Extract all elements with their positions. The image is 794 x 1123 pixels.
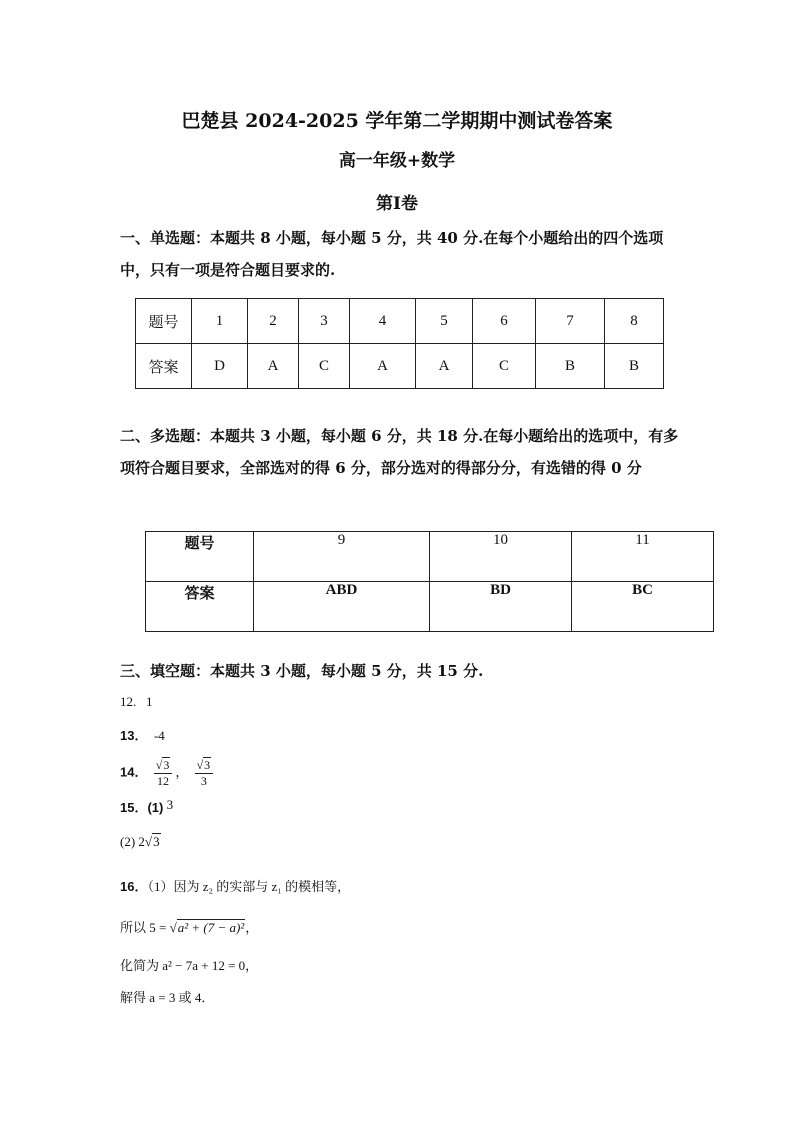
- page-title: 巴楚县 2024-2025 学年第二学期期中测试卷答案: [181, 110, 613, 132]
- table-header-cell: 题号: [136, 299, 192, 344]
- part3-instruction: 三、填空题：本题共 3 小题，每小题 5 分，共 15 分.: [120, 662, 484, 680]
- separator: ，: [175, 764, 189, 780]
- fraction: [195, 758, 214, 789]
- solution-text: （1）因为 z₂ 的实部与 z₁ 的模相等，: [147, 879, 351, 894]
- table-header-cell: 题号: [146, 532, 254, 582]
- single-choice-answer-table: [135, 298, 664, 389]
- table-cell: 7: [536, 299, 605, 344]
- table-cell: 6: [473, 299, 536, 344]
- table-cell: B: [536, 344, 605, 389]
- table-cell: BD: [430, 582, 572, 632]
- answer-12: [120, 694, 153, 710]
- question-number: 13．: [120, 728, 148, 743]
- answer-13: [120, 725, 165, 744]
- solution-16-line4: 解得 a = 3 或 4．: [120, 990, 215, 1005]
- question-number: 12.: [120, 694, 137, 709]
- table-cell: A: [350, 344, 416, 389]
- sqrt-icon: √3: [155, 758, 170, 772]
- answer-15-part2: [120, 834, 161, 850]
- part1-instruction: 一、单选题：本题共 8 小题，每小题 5 分，共 40 分.在每个小题给出的四个选项中，只有一项是符合题目要求的.: [120, 229, 664, 279]
- question-number: 16．: [120, 879, 148, 894]
- coefficient: 2: [138, 834, 145, 849]
- radicand: 3: [153, 834, 160, 849]
- section-heading: 第Ⅰ卷: [376, 194, 418, 214]
- sqrt-icon: √3: [196, 758, 211, 772]
- denominator: 12: [157, 774, 170, 788]
- table-header-cell: 答案: [146, 582, 254, 632]
- sqrt-icon: √3: [144, 834, 160, 849]
- fraction: [154, 758, 173, 789]
- table-row: [136, 344, 664, 389]
- table-row: [146, 532, 714, 582]
- question-number: 15．: [120, 800, 148, 815]
- table-cell: C: [473, 344, 536, 389]
- table-row: [146, 582, 714, 632]
- solution-text: 所以 5 =: [120, 920, 170, 935]
- question-number: 14．: [120, 764, 148, 780]
- multi-choice-answer-table: [145, 531, 714, 632]
- table-cell: BC: [572, 582, 714, 632]
- sqrt-icon: √a² + (7 − a)²: [169, 920, 245, 935]
- table-cell: 5: [416, 299, 473, 344]
- table-header-cell: 答案: [136, 344, 192, 389]
- table-cell: A: [416, 344, 473, 389]
- answer-value: -4: [153, 728, 165, 743]
- radicand: a² + (7 − a)²: [177, 920, 245, 935]
- denominator: 3: [200, 774, 207, 788]
- answer-14: [120, 758, 216, 789]
- radicand: 3: [163, 758, 170, 772]
- radicand: 3: [204, 758, 211, 772]
- table-cell: 4: [350, 299, 416, 344]
- table-cell: 10: [430, 532, 572, 582]
- page-subtitle: 高一年级+数学: [338, 151, 456, 171]
- table-cell: 2: [248, 299, 299, 344]
- table-cell: 3: [299, 299, 350, 344]
- answer-value: 1: [146, 694, 153, 709]
- table-cell: ABD: [254, 582, 430, 632]
- solution-text: ，: [245, 920, 259, 935]
- table-cell: 11: [572, 532, 714, 582]
- table-cell: C: [299, 344, 350, 389]
- table-cell: 9: [254, 532, 430, 582]
- solution-16-line1: [120, 876, 350, 895]
- table-cell: B: [605, 344, 664, 389]
- table-cell: 8: [605, 299, 664, 344]
- solution-16-line2: [120, 917, 258, 936]
- table-row: [136, 299, 664, 344]
- part2-instruction: 二、多选题：本题共 3 小题，每小题 6 分，共 18 分.在每小题给出的选项中，有多项符合题目要求，全部选对的得 6 分，部分选对的得部分分，有选错的得 0 分: [120, 427, 679, 477]
- part-label: (1): [147, 800, 164, 815]
- part-label: (2): [120, 834, 136, 849]
- answer-value: 3: [166, 797, 174, 812]
- table-cell: A: [248, 344, 299, 389]
- answer-15-part1: [120, 797, 173, 816]
- table-cell: D: [192, 344, 248, 389]
- table-cell: 1: [192, 299, 248, 344]
- solution-16-line3: 化简为 a² − 7a + 12 = 0，: [120, 958, 259, 973]
